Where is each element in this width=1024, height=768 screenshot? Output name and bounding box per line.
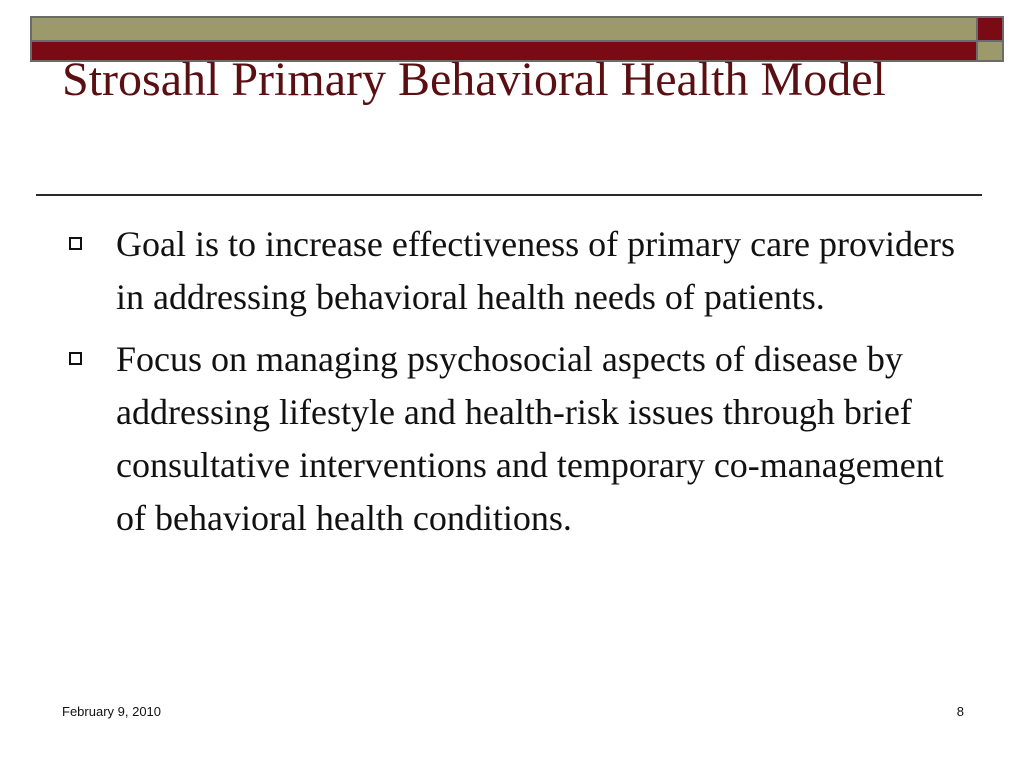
square-bullet-icon bbox=[69, 237, 82, 250]
slide-number: 8 bbox=[956, 704, 964, 719]
bullet-list bbox=[64, 218, 974, 554]
footer-date: February 9, 2010 bbox=[62, 704, 162, 719]
slide-title: Strosahl Primary Behavioral Health Model bbox=[62, 53, 886, 106]
bullet-text: Goal is to increase effectiveness of primary care providers in addressing behavioral health needs of patients. bbox=[116, 224, 955, 317]
corner-olive-block bbox=[976, 40, 1004, 62]
square-bullet-icon bbox=[69, 352, 82, 365]
bullet-text: Focus on managing psychosocial aspects of disease by addressing lifestyle and health-risk issues through brief consultative interventions and temporary co-management of behavioral health conditions. bbox=[116, 339, 944, 538]
title-divider bbox=[36, 194, 982, 196]
corner-maroon-block bbox=[976, 16, 1004, 42]
header-olive-bar bbox=[30, 16, 978, 42]
bullet-item bbox=[64, 218, 974, 324]
bullet-item bbox=[64, 333, 974, 545]
